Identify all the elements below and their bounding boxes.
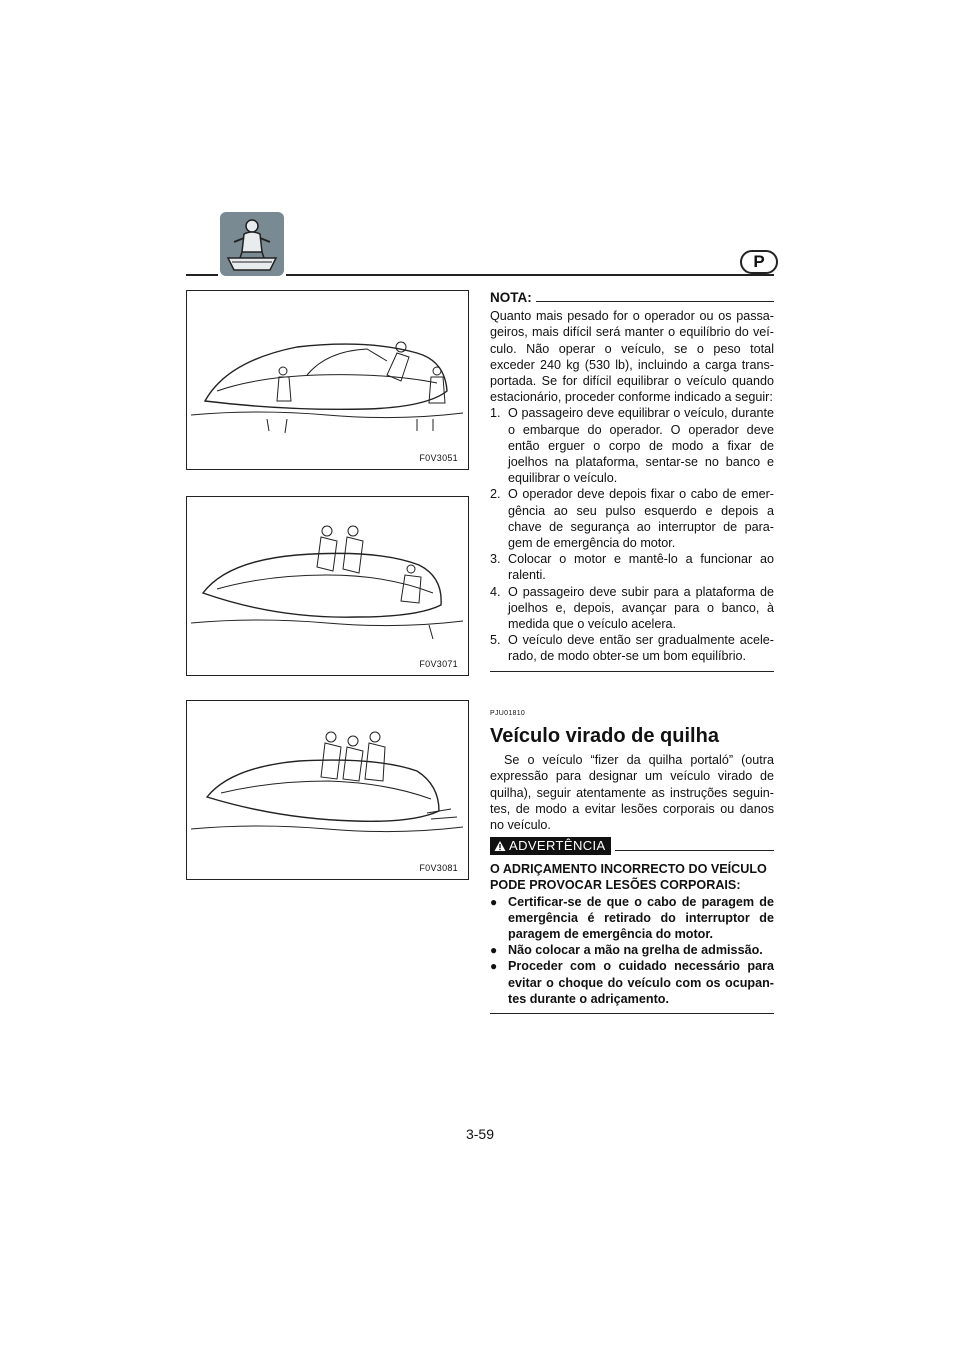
list-item: 1. O passageiro deve equilibrar o veículo, durante o embarque do operador. O operador deve então erguer o corpo de modo a fixar de joelhos na plataforma, sentar-se no banco e equilibrar o veículo. bbox=[490, 406, 774, 486]
list-item: ● Certificar-se de que o cabo de paragem de emergência é retirado do interruptor de paragem de emergência do motor. bbox=[490, 894, 774, 942]
warning-bullets bbox=[490, 894, 774, 1007]
nota-heading bbox=[490, 290, 774, 306]
section-code: PJU01810 bbox=[490, 710, 526, 717]
figure-code: F0V3051 bbox=[419, 453, 458, 463]
nota-block bbox=[490, 290, 774, 672]
boarding-from-water-illustration bbox=[187, 291, 467, 467]
nota-end-rule bbox=[490, 671, 774, 672]
page-number: 3-59 bbox=[465, 1126, 495, 1142]
nota-label: NOTA: bbox=[490, 290, 532, 305]
warning-heading bbox=[490, 837, 774, 855]
three-riders-illustration bbox=[187, 701, 467, 877]
list-item: 5. O veículo deve então ser gradualmente acele-rado, de modo obter-se um bom equilíbrio. bbox=[490, 633, 774, 664]
header-rule bbox=[286, 274, 774, 276]
header-rule bbox=[186, 274, 218, 276]
figure-boarding bbox=[186, 290, 469, 470]
figure-riding bbox=[186, 496, 469, 676]
list-item: ● Não colocar a mão na grelha de admissão. bbox=[490, 943, 763, 958]
warning-triangle-icon bbox=[494, 840, 506, 852]
figure-three-riders bbox=[186, 700, 469, 880]
section-capsized bbox=[490, 706, 774, 1014]
figure-code: F0V3081 bbox=[419, 863, 458, 873]
language-badge: P bbox=[740, 250, 778, 274]
section-title: Veículo virado de quilha bbox=[490, 725, 719, 748]
list-item: 3. Colocar o motor e mantê-lo a funcionar ao ralenti. bbox=[490, 552, 774, 583]
warning-text: O ADRIÇAMENTO INCORRECTO DO VEÍCULO PODE PROVOCAR LESÕES CORPORAIS: bbox=[490, 862, 767, 893]
watercraft-rider-icon bbox=[220, 212, 284, 276]
list-item: ● Proceder com o cuidado necessário para evitar o choque do veículo com os ocupan-tes durante o adriçamento. bbox=[490, 959, 774, 1006]
figure-code: F0V3071 bbox=[419, 659, 458, 669]
nota-steps bbox=[490, 405, 774, 664]
nota-intro: Quanto mais pesado for o operador ou os passa-geiros, mais difícil será manter o equilíbrio do veí-culo. Não operar o veículo, se o peso total exceder 240 kg (530 lb), incluindo a carga trans-portada. Se for difícil equilibrar o veículo quando estacionário, proceder conforme indicado a seguir: bbox=[490, 309, 774, 405]
warning-badge: ADVERTÊNCIA bbox=[490, 837, 611, 855]
riding-with-passenger-illustration bbox=[187, 497, 467, 673]
section-body: Se o veículo “fizer da quilha portaló” (outra expressão para designar um veículo virado de quilha), seguir atentamente as instruções seguin-tes, de modo a evitar lesões corporais ou danos no veículo. bbox=[490, 753, 774, 833]
warning-end-rule bbox=[490, 1013, 774, 1014]
list-item: 4. O passageiro deve subir para a plataforma de joelhos e, depois, avançar para o banco, à medida que o veículo acelera. bbox=[490, 584, 774, 632]
list-item: 2. O operador deve depois fixar o cabo de emer-gência ao seu pulso esquerdo e depois a chave de segurança ao interruptor de para-gem de emergência do motor. bbox=[490, 487, 774, 551]
